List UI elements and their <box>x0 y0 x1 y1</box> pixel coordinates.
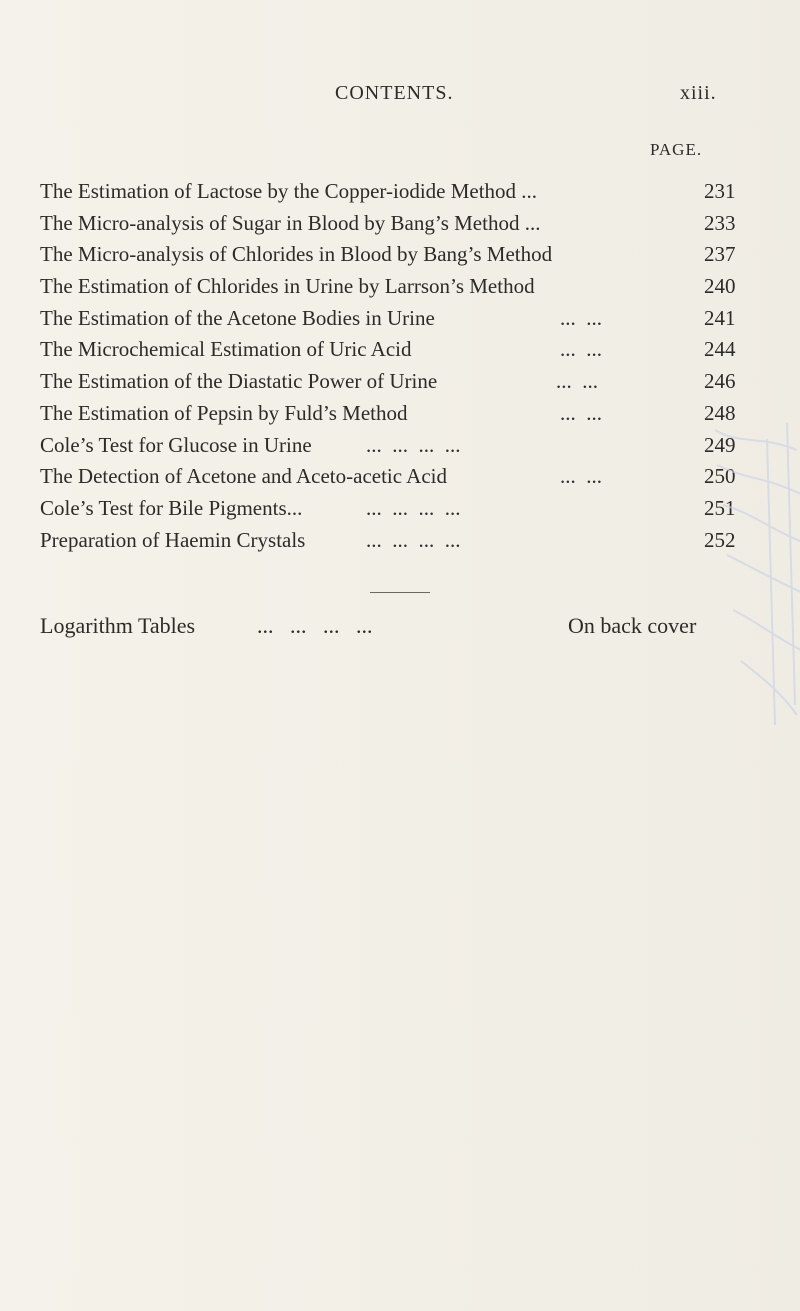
entry-page-number: 250 <box>704 464 736 489</box>
entry-page-number: 244 <box>704 337 736 362</box>
leader-dots: ... ... ... ... <box>366 527 461 552</box>
entry-title: The Estimation of the Acetone Bodies in Urine <box>40 305 435 330</box>
entry-page-number: 241 <box>704 305 736 330</box>
contents-list <box>40 176 740 556</box>
contents-entry <box>40 461 740 493</box>
contents-entry <box>40 525 740 557</box>
entry-title: Cole’s Test for Bile Pigments... <box>40 495 303 520</box>
entry-page-number: 246 <box>704 369 736 394</box>
leader-dots: ... ... <box>560 464 602 489</box>
contents-entry <box>40 366 740 398</box>
entry-title: The Micro-analysis of Sugar in Blood by Bang’s Method ... <box>40 210 541 235</box>
contents-entry <box>40 239 740 271</box>
footer-leader-dots: ... ... ... ... <box>257 613 373 638</box>
entry-page-number: 248 <box>704 400 736 425</box>
entry-title: The Estimation of Pepsin by Fuld’s Method <box>40 400 408 425</box>
entry-page-number: 252 <box>704 527 736 552</box>
entry-title: The Detection of Acetone and Aceto-acetic Acid <box>40 464 447 489</box>
contents-entry <box>40 493 740 525</box>
footer-entry-location: On back cover <box>568 613 697 638</box>
running-header-title: CONTENTS. <box>335 82 454 104</box>
page-number: xiii. <box>680 82 717 104</box>
entry-page-number: 237 <box>704 242 736 267</box>
entry-page-number: 233 <box>704 210 736 235</box>
entry-title: The Estimation of the Diastatic Power of Urine <box>40 369 438 394</box>
footer-entry-title: Logarithm Tables <box>40 613 196 638</box>
contents-entry <box>40 303 740 335</box>
leader-dots: ... ... <box>560 337 602 362</box>
contents-entry <box>40 208 740 240</box>
leader-dots: ... ... <box>556 369 598 394</box>
contents-entry <box>40 334 740 366</box>
leader-dots: ... ... ... ... <box>366 432 461 457</box>
entry-title: The Microchemical Estimation of Uric Acid <box>40 337 412 362</box>
entry-title: The Estimation of Lactose by the Copper-iodide Method ... <box>40 179 538 203</box>
contents-entry <box>40 176 740 208</box>
contents-entry <box>40 430 740 462</box>
contents-entry <box>40 271 740 303</box>
entry-title: Preparation of Haemin Crystals <box>40 527 306 552</box>
contents-entry <box>40 398 740 430</box>
entry-page-number: 231 <box>704 179 736 203</box>
entry-page-number: 251 <box>704 495 736 520</box>
entry-title: The Estimation of Chlorides in Urine by Larrson’s Method <box>40 274 535 299</box>
entry-title: Cole’s Test for Glucose in Urine <box>40 432 312 457</box>
leader-dots: ... ... ... ... <box>366 495 461 520</box>
page-column-label: PAGE. <box>650 140 703 159</box>
entry-title: The Micro-analysis of Chlorides in Blood by Bang’s Method <box>40 242 553 267</box>
entry-page-number: 240 <box>704 274 736 299</box>
leader-dots: ... ... <box>560 305 602 330</box>
entry-page-number: 249 <box>704 432 736 457</box>
section-divider <box>370 592 430 593</box>
leader-dots: ... ... <box>560 400 602 425</box>
